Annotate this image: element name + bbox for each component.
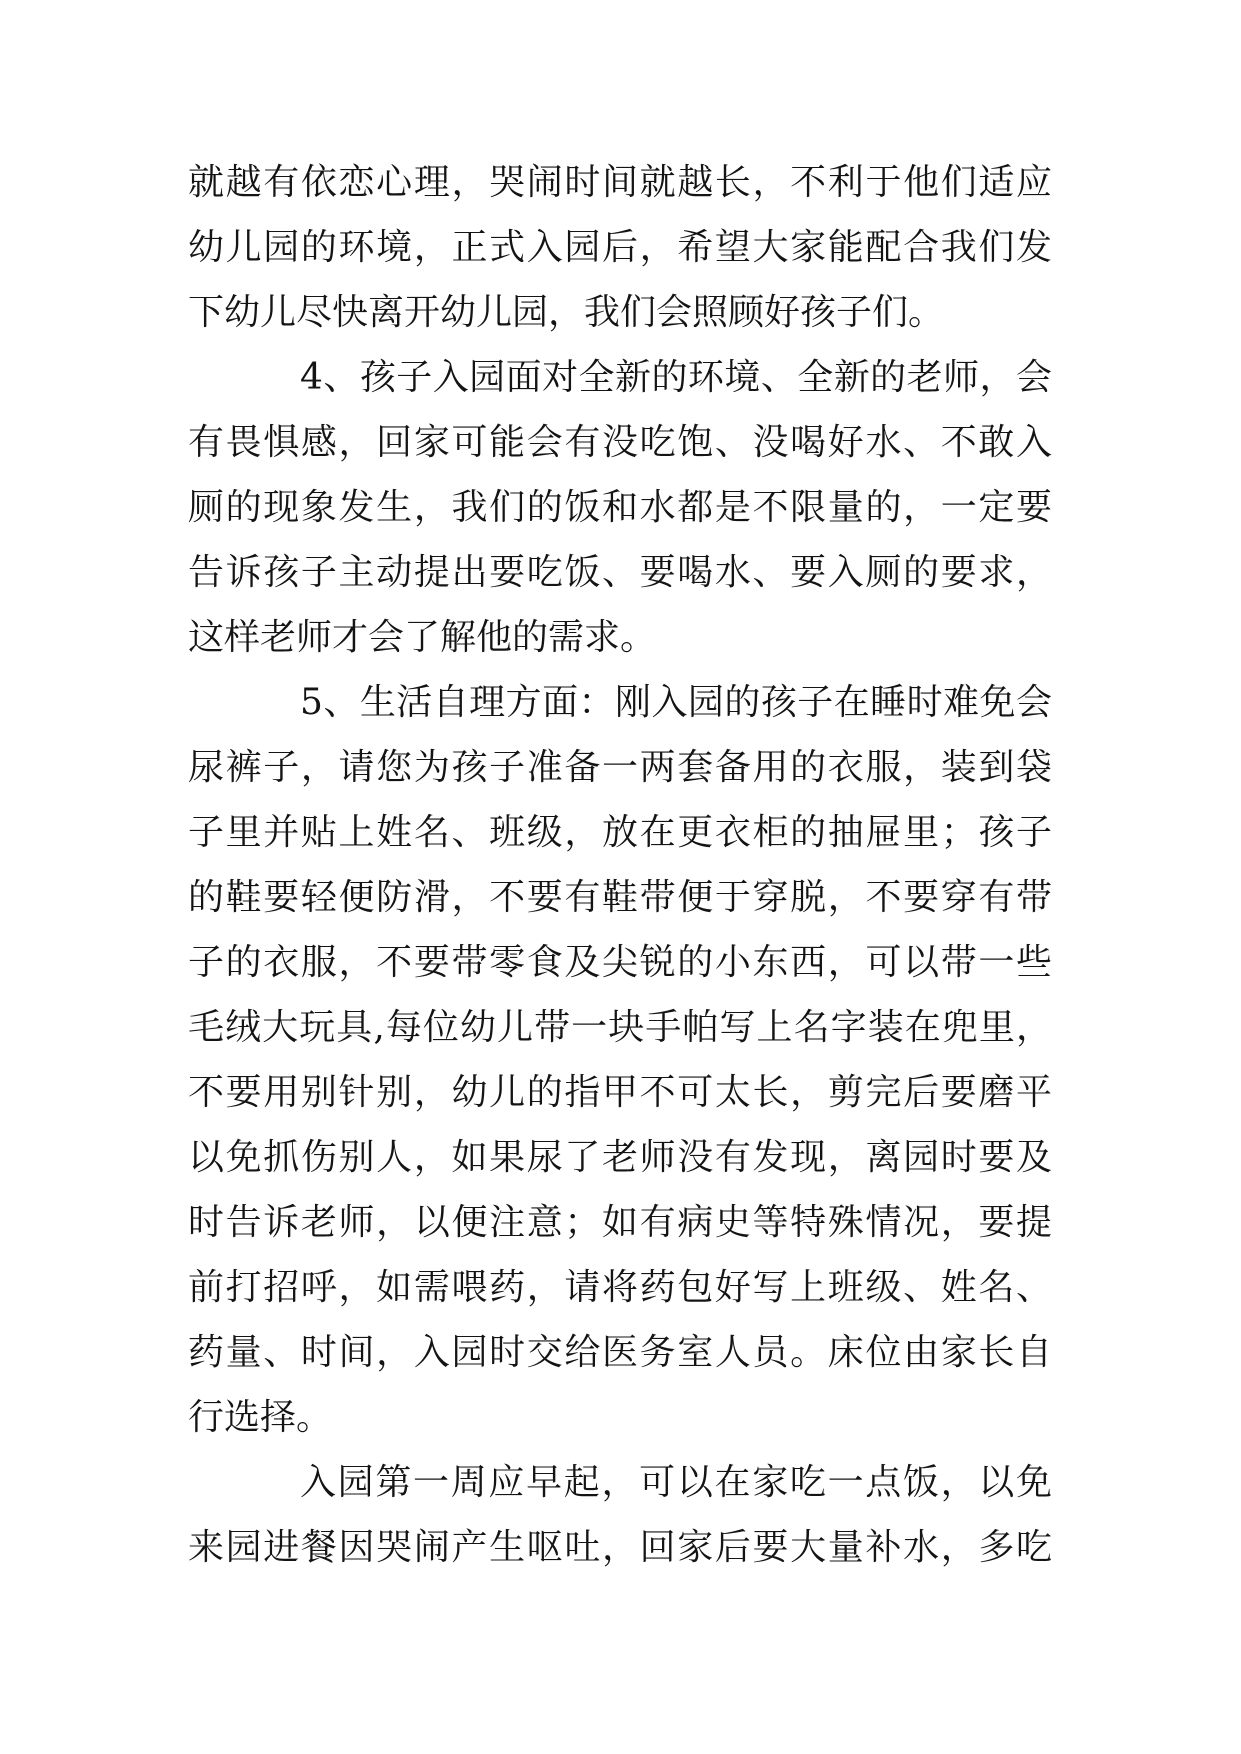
text-line: 这样老师才会了解他的需求。 [188, 617, 657, 658]
text-line: 入园第一周应早起，可以在家吃一点饭，以免 [300, 1462, 1052, 1503]
text-line: 幼儿园的环境，正式入园后，希望大家能配合我们发 [188, 227, 1052, 268]
text-line: 有畏惧感，回家可能会有没吃饱、没喝好水、不敢入 [188, 422, 1052, 463]
text-line: 就越有依恋心理，哭闹时间就越长，不利于他们适应 [188, 162, 1052, 203]
text-line: 前打招呼，如需喂药，请将药包好写上班级、姓名、 [188, 1267, 1052, 1308]
text-line: 不要用别针别，幼儿的指甲不可太长，剪完后要磨平 [188, 1072, 1052, 1113]
text-line: 5、生活自理方面：刚入园的孩子在睡时难免会 [300, 682, 1052, 723]
paragraph-first-week [188, 1450, 1052, 1580]
text-line: 下幼儿尽快离开幼儿园，我们会照顾好孩子们。 [188, 292, 945, 333]
text-line: 药量、时间，入园时交给医务室人员。床位由家长自 [188, 1332, 1052, 1373]
paragraph-item-5 [188, 670, 1052, 1450]
text-line: 告诉孩子主动提出要吃饭、要喝水、要入厕的要求， [188, 552, 1052, 593]
text-line: 厕的现象发生，我们的饭和水都是不限量的，一定要 [188, 487, 1052, 528]
text-line: 以免抓伤别人，如果尿了老师没有发现，离园时要及 [188, 1137, 1052, 1178]
text-line: 的鞋要轻便防滑，不要有鞋带便于穿脱，不要穿有带 [188, 877, 1052, 918]
paragraph-item-4 [188, 345, 1052, 670]
text-line: 子的衣服，不要带零食及尖锐的小东西，可以带一些 [188, 942, 1052, 983]
text-line: 时告诉老师，以便注意；如有病史等特殊情况，要提 [188, 1202, 1052, 1243]
text-line: 毛绒大玩具,每位幼儿带一块手帕写上名字装在兜里， [188, 1007, 1052, 1048]
text-line: 尿裤子，请您为孩子准备一两套备用的衣服，装到袋 [188, 747, 1052, 788]
document-body [188, 150, 1052, 1580]
paragraph-continuation [188, 150, 1052, 345]
text-line: 4、孩子入园面对全新的环境、全新的老师，会 [300, 357, 1052, 398]
text-line: 子里并贴上姓名、班级，放在更衣柜的抽屉里；孩子 [188, 812, 1052, 853]
text-line: 来园进餐因哭闹产生呕吐，回家后要大量补水，多吃 [188, 1527, 1052, 1568]
text-line: 行选择。 [188, 1397, 333, 1438]
